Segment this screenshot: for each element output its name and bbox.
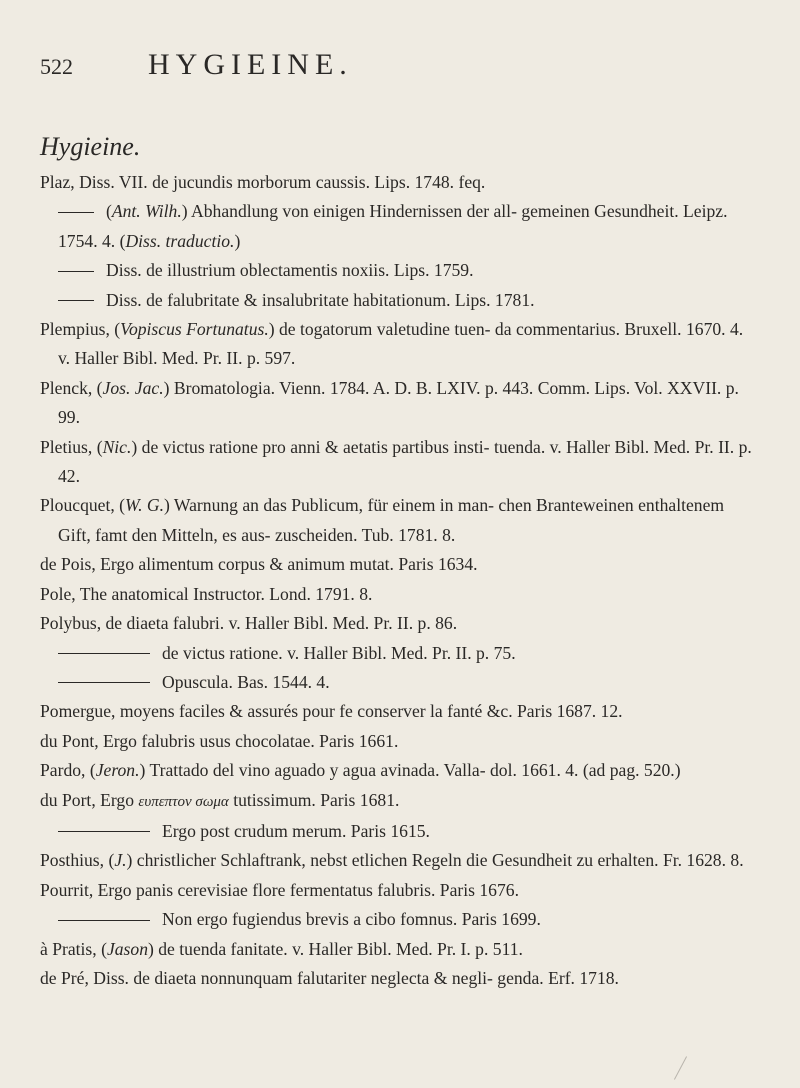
bib-entry: Plempius, (Vopiscus Fortunatus.) de togatorum valetudine tuen- da commentarius. Bruxell. 1670. 4. v. Haller Bibl. Med. Pr. II. p. 597. [40,319,744,369]
bib-entry: Diss. de illustrium oblectamentis noxiis. Lips. 1759. [40,256,756,285]
bib-entry: Plenck, (Jos. Jac.) Bromatologia. Vienn. 1784. A. D. B. LXIV. p. 443. Comm. Lips. Vol. XXVII. p. 99. [40,377,739,428]
bib-entry: Pourrit, Ergo panis cerevisiae flore fermentatus falubris. Paris 1676. [40,879,519,900]
page-number: 522 [40,54,73,79]
section-title: Hygieine. [40,132,141,161]
ditto-dash [58,271,94,272]
greek-phrase: ευπεπτον σωμα [138,793,229,810]
bib-entry: Ergo post crudum merum. Paris 1615. [40,817,756,846]
stray-mark [674,1056,687,1079]
running-head: HYGIEINE. [148,48,353,81]
bib-entry: Opuscula. Bas. 1544. 4. [40,668,756,697]
bib-entry: Polybus, de diaeta falubri. v. Haller Bibl. Med. Pr. II. p. 86. [40,613,458,634]
bib-entry: Ploucquet, (W. G.) Warnung an das Publicum, für einem in man- chen Branteweinen enthaltenem Gift, famt den Mitteln, es aus- zuscheiden. Tub. 1781. 8. [40,495,725,545]
bib-entry: à Pratis, (Jason) de tuenda fanitate. v. Haller Bibl. Med. Pr. I. p. 511. [40,938,523,959]
ditto-dash [58,653,150,654]
bib-entry: Pardo, (Jeron.) Trattado del vino aguado y agua avinada. Valla- dol. 1661. 4. (ad pag. 520.) [40,760,681,781]
bib-entry: Plaz, Diss. VII. de jucundis morborum caussis. Lips. 1748. feq. [40,172,486,192]
page-header [40,48,756,100]
bib-entry: de victus ratione. v. Haller Bibl. Med. Pr. II. p. 75. [40,639,756,668]
bib-entry: Pomergue, moyens faciles & assurés pour fe conserver la fanté &c. Paris 1687. 12. [40,701,623,722]
bib-entry: Posthius, (J.) christlicher Schlaftrank, nebst etlichen Regeln die Gesundheit zu erhalten. Fr. 1628. 8. [40,850,744,871]
bib-entry: de Pré, Diss. de diaeta nonnunquam falutariter neglecta & negli- genda. Erf. 1718. [40,967,619,988]
ditto-dash [58,300,94,301]
ditto-dash [58,920,150,921]
bib-entry: Pole, The anatomical Instructor. Lond. 1791. 8. [40,583,373,604]
bibliography-list [40,168,756,993]
ditto-dash [58,212,94,213]
bib-entry: du Port, Ergo ευπεπτον σωμα tutissimum. Paris 1681. [40,789,400,810]
bib-entry: (Ant. Wilh.) Abhandlung von einigen Hindernissen der all- gemeinen Gesundheit. Leipz. 1754. 4. (Diss. traductio.) [58,201,728,251]
ditto-dash [58,831,150,832]
ditto-dash [58,682,150,683]
bib-entry: Pletius, (Nic.) de victus ratione pro anni & aetatis partibus insti- tuenda. v. Haller Bibl. Med. Pr. II. p. 42. [40,436,752,487]
bib-entry: Diss. de falubritate & insalubritate habitationum. Lips. 1781. [40,286,756,315]
bib-entry: du Pont, Ergo falubris usus chocolatae. Paris 1661. [40,730,399,751]
bib-entry: de Pois, Ergo alimentum corpus & animum mutat. Paris 1634. [40,554,478,575]
bib-entry: Non ergo fugiendus brevis a cibo fomnus. Paris 1699. [40,905,756,934]
